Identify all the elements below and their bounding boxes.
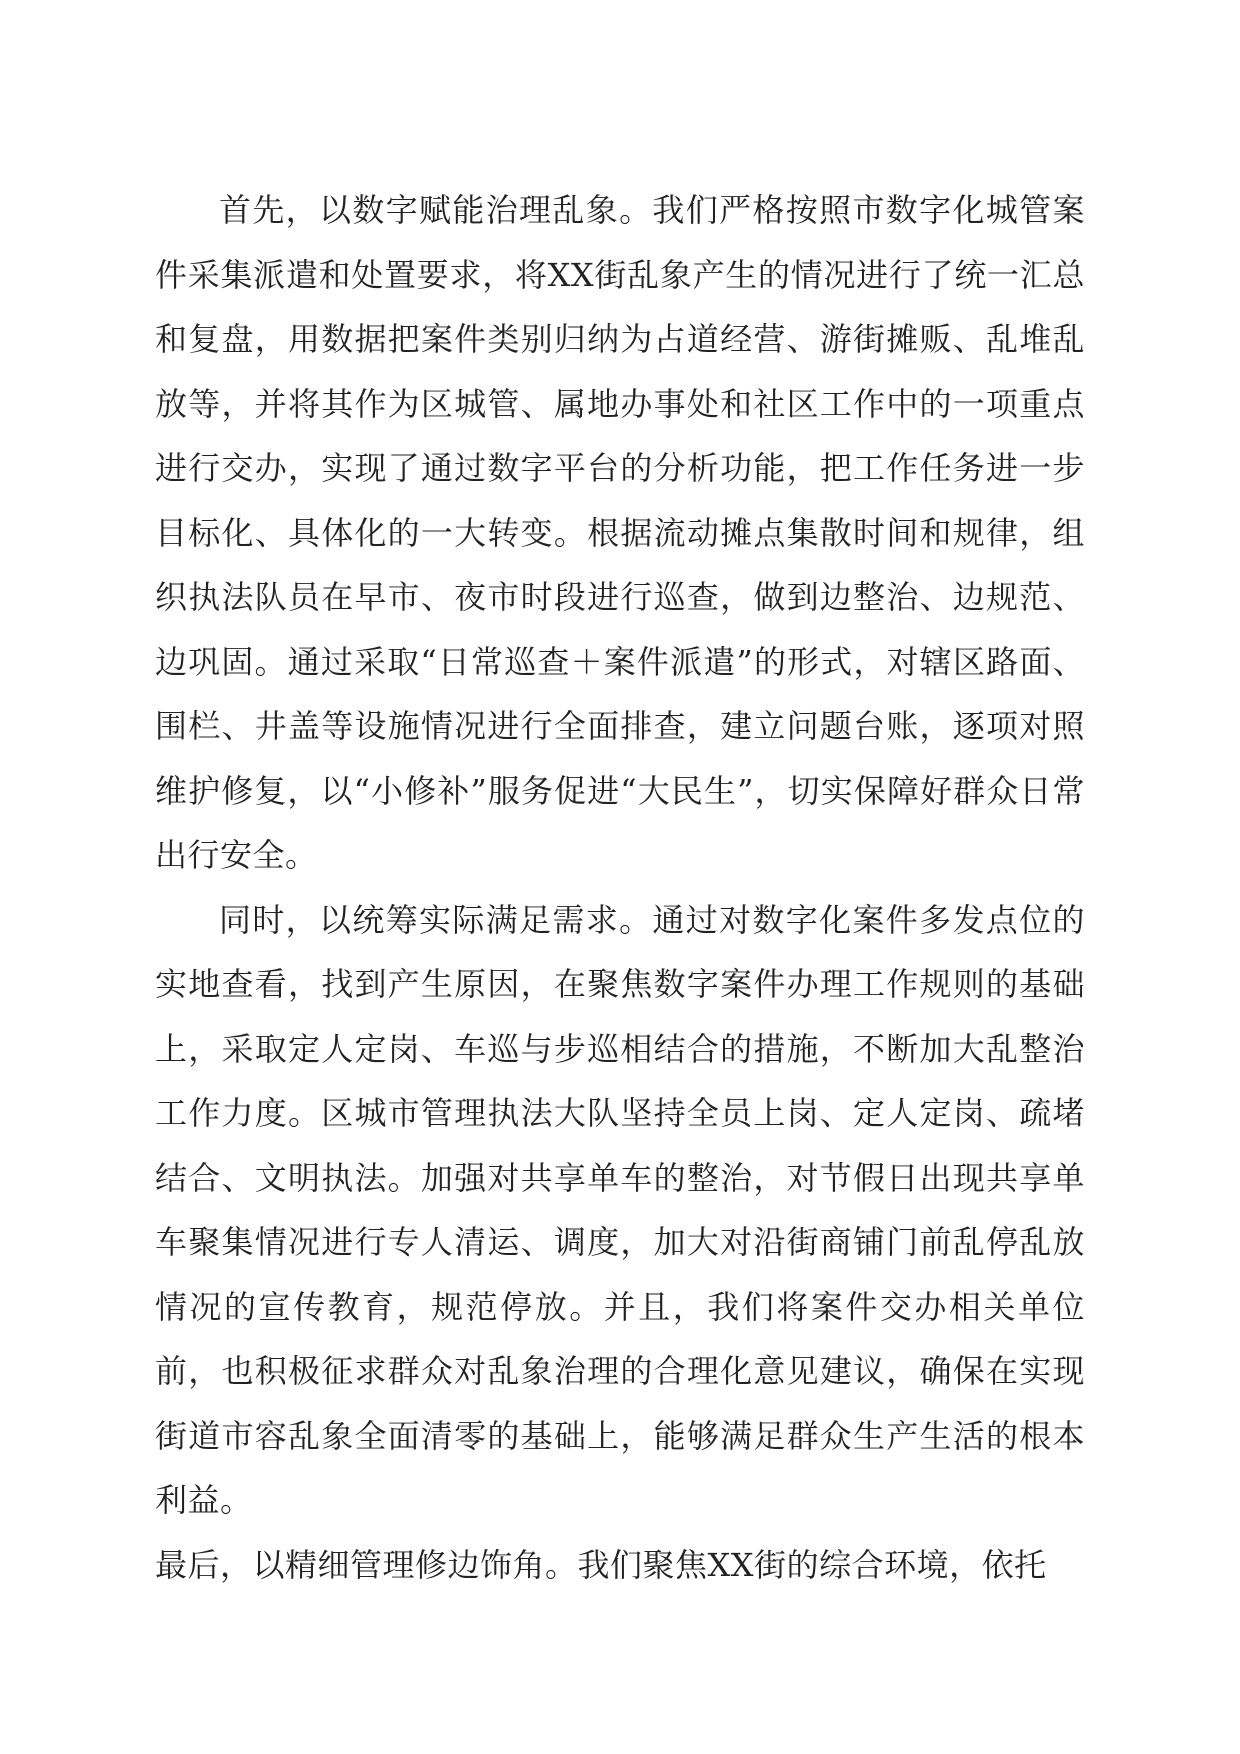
paragraph-overall-planning: 同时，以统筹实际满足需求。通过对数字化案件多发点位的实地查看，找到产生原因，在聚焦数字案件办理工作规则的基础上，采取定人定岗、车巡与步巡相结合的措施，不断加大乱整治工作力度。区城市管理执法大队坚持全员上岗、定人定岗、疏堵结合、文明执法。加强对共享单车的整治，对节假日出现共享单车聚集情况进行专人清运、调度，加大对沿街商铺门前乱停乱放情况的宣传教育，规范停放。并且，我们将案件交办相关单位前，也积极征求群众对乱象治理的合理化意见建议，确保在实现街道市容乱象全面清零的基础上，能够满足群众生产生活的根本利益。 <box>155 900 1085 1519</box>
paragraph-digital-empowerment: 首先，以数字赋能治理乱象。我们严格按照市数字化城管案件采集派遣和处置要求，将XX街乱象产生的情况进行了统一汇总和复盘，用数据把案件类别归纳为占道经营、游街摊贩、乱堆乱放等，并将其作为区城管、属地办事处和社区工作中的一项重点进行交办，实现了通过数字平台的分析功能，把工作任务进一步目标化、具体化的一大转变。根据流动摊点集散时间和规律，组织执法队员在早市、夜市时段进行巡查，做到边整治、边规范、边巩固。通过采取“日常巡查＋案件派遣”的形式，对辖区路面、围栏、井盖等设施情况进行全面排查，建立问题台账，逐项对照维护修复，以“小修补”服务促进“大民生”，切实保障好群众日常出行安全。 <box>155 191 1085 874</box>
paragraph-fine-management: 最后，以精细管理修边饰角。我们聚焦XX街的综合环境，依托 <box>155 1545 1047 1584</box>
document-body <box>155 178 1085 1597</box>
